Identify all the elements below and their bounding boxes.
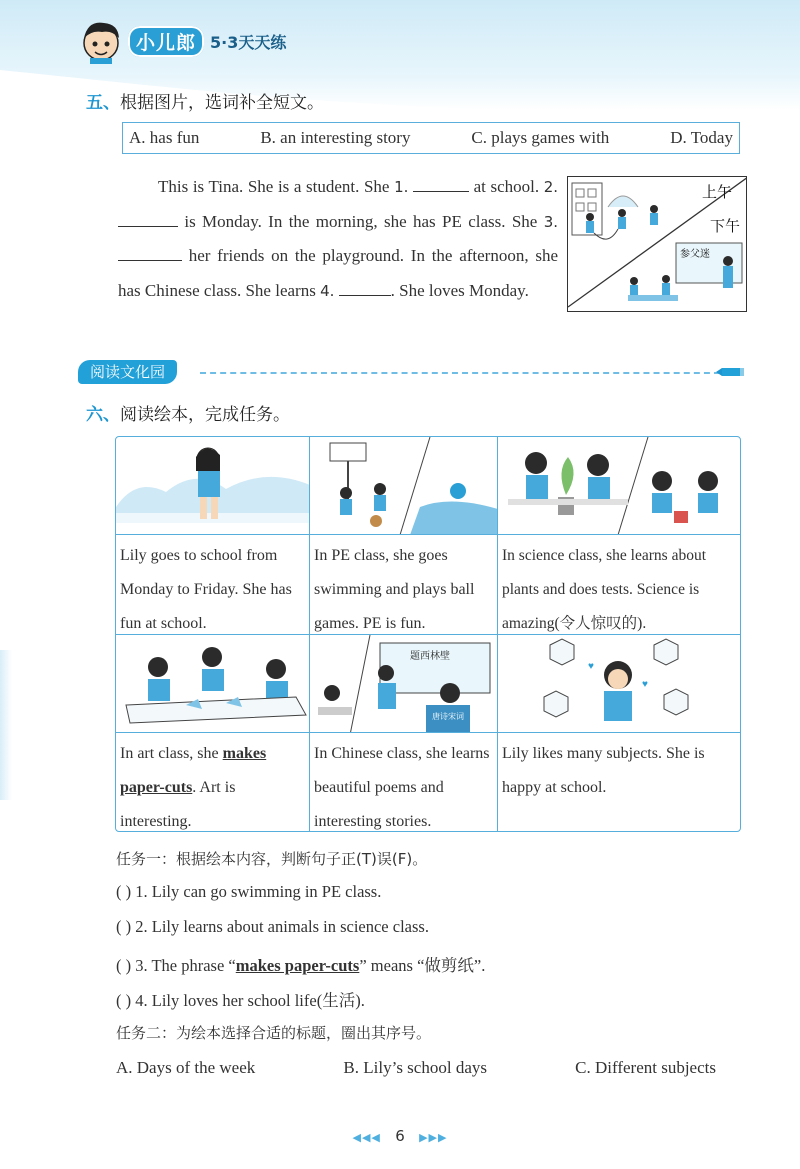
- task1-statement-4: 4. Lily loves her school life(生活).: [135, 991, 365, 1010]
- panel-3-text: [498, 535, 740, 635]
- panel-3-image: [498, 437, 740, 535]
- panel-5-text: [310, 733, 498, 831]
- task1-title: [116, 848, 427, 869]
- panel-1-text: [116, 535, 310, 635]
- passage-text: is Monday. In the morning, she has PE class. She: [178, 211, 544, 231]
- task1-statement-3-phrase: makes paper-cuts: [235, 956, 360, 975]
- science-class-illustration: [498, 437, 740, 535]
- task1-statement-1: 1. Lily can go swimming in PE class.: [135, 882, 382, 901]
- blank-1[interactable]: [413, 173, 469, 192]
- answer-paren-1[interactable]: ( ): [116, 882, 132, 901]
- task2-title-text: 任务二：为绘本选择合适的标题，圈出其序号。: [116, 1024, 432, 1042]
- option-d: D. Today: [670, 128, 733, 147]
- book-title: 唐诗宋词: [432, 712, 464, 721]
- answer-paren-3[interactable]: ( ): [116, 956, 132, 975]
- afternoon-label: 下午: [709, 217, 740, 235]
- panel-4-keyphrase: makes paper-cuts: [120, 745, 267, 796]
- task1-item-2: [116, 917, 429, 937]
- blank-4[interactable]: [339, 277, 391, 296]
- panel-4-caption: In art class, she: [120, 745, 223, 762]
- panel-2-caption: In PE class, she goes swimming and plays ball games. PE is fun.: [314, 547, 475, 632]
- title-choices: [116, 1058, 716, 1078]
- panel-4-caption-end: . Art is interesting.: [120, 779, 236, 830]
- task1-item-3: [116, 952, 485, 976]
- section5-title-text: 根据图片，选词补全短文。: [120, 93, 324, 113]
- reading-section-tag: 阅读文化园: [78, 360, 177, 384]
- answer-paren-2[interactable]: ( ): [116, 917, 132, 936]
- blank-2[interactable]: [118, 208, 178, 227]
- lily-walking-illustration: [116, 437, 310, 535]
- option-b: B. an interesting story: [260, 128, 411, 147]
- morning-label: 上午: [701, 183, 732, 201]
- panel-3-caption: In science class, she learns about plants and does tests. Science is amazing(令人惊叹的).: [502, 547, 707, 632]
- right-arrows-icon: ▶▶▶: [419, 1131, 448, 1144]
- panel-5-image: [310, 635, 498, 733]
- section6-title-text: 阅读绘本，完成任务。: [120, 405, 290, 425]
- pencil-icon: [716, 366, 744, 378]
- choice-b[interactable]: B. Lily’s school days: [343, 1058, 487, 1077]
- task1-item-1: [116, 882, 381, 902]
- mascot-icon: [78, 18, 124, 64]
- brand-name: 小儿郎: [128, 26, 204, 57]
- happy-lily-illustration: [498, 635, 740, 733]
- header-logo: [78, 18, 286, 64]
- option-a: A. has fun: [129, 128, 200, 147]
- board-text: 参父迷: [680, 249, 710, 260]
- svg-text:♥: ♥: [588, 661, 594, 672]
- passage-text: This is Tina. She is a student. She: [158, 177, 395, 196]
- choice-c[interactable]: C. Different subjects: [575, 1058, 716, 1077]
- choice-a[interactable]: A. Days of the week: [116, 1058, 256, 1077]
- answer-paren-4[interactable]: ( ): [116, 991, 132, 1010]
- panel-6-image: [498, 635, 740, 733]
- tina-day-picture: [567, 176, 747, 312]
- panel-5-caption: In Chinese class, she learns beautiful poems and interesting stories.: [314, 745, 490, 830]
- section-divider: [200, 372, 720, 374]
- panel-2-text: [310, 535, 498, 635]
- blank-3[interactable]: [118, 242, 182, 261]
- panel-1-caption: Lily goes to school from Monday to Friday. She has fun at school.: [120, 547, 292, 632]
- word-options-box: [122, 122, 740, 154]
- blank-1-number: 1.: [394, 178, 409, 196]
- picture-book-grid: [115, 436, 741, 832]
- section5-title: [86, 88, 324, 113]
- blank-4-number: 4.: [320, 281, 335, 300]
- option-c: C. plays games with: [471, 128, 610, 147]
- section5-number: 五、: [86, 93, 120, 113]
- panel-4-text: [116, 733, 310, 831]
- section6-number: 六、: [86, 405, 120, 425]
- task1-statement-3-post: ” means “做剪纸”.: [359, 956, 486, 975]
- pe-class-illustration: [310, 437, 498, 535]
- task1-statement-3-pre: 3. The phrase “: [135, 956, 236, 975]
- task1-item-4: [116, 987, 365, 1011]
- passage-text: . She loves Monday.: [390, 280, 529, 300]
- panel-6-text: [498, 733, 740, 831]
- cloze-passage: [118, 170, 558, 308]
- blank-3-number: 3.: [543, 212, 558, 231]
- panel-2-image: [310, 437, 498, 535]
- page-number: 6: [395, 1127, 405, 1145]
- task1-title-text: 任务一：根据绘本内容，判断句子正(T)误(F)。: [116, 850, 428, 868]
- panel-1-image: [116, 437, 310, 535]
- svg-text:♥: ♥: [642, 679, 648, 690]
- section6-title: [86, 400, 290, 425]
- passage-text: her friends on the playground. In the afternoon, she has Chinese class. She learns: [118, 246, 558, 300]
- task2-title: [116, 1022, 431, 1043]
- blank-2-number: 2.: [543, 178, 559, 196]
- panel-4-image: [116, 635, 310, 733]
- task1-statement-2: 2. Lily learns about animals in science class.: [135, 917, 429, 936]
- chinese-class-illustration: [310, 635, 498, 733]
- passage-text: at school.: [469, 177, 544, 196]
- series-name: 5·3天天练: [210, 32, 287, 52]
- board-title: 题西林壁: [410, 651, 450, 662]
- art-class-illustration: [116, 635, 310, 733]
- side-decoration: [0, 650, 12, 800]
- panel-6-caption: Lily likes many subjects. She is happy at school.: [502, 745, 705, 796]
- left-arrows-icon: ◀◀◀: [352, 1131, 381, 1144]
- page-footer: [0, 1127, 800, 1145]
